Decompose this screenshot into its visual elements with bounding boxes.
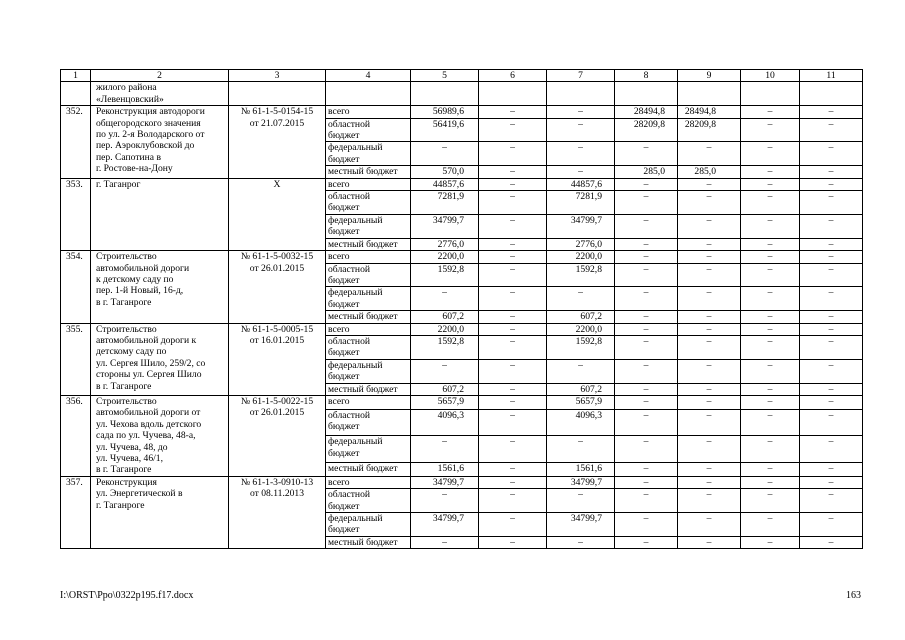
- value-cell: –: [678, 178, 741, 190]
- funding-source: федеральный бюджет: [326, 214, 411, 238]
- value-cell: –: [479, 287, 547, 311]
- value-cell: –: [800, 106, 863, 118]
- funding-source: областной бюджет: [326, 489, 411, 513]
- value-cell: –: [547, 142, 615, 166]
- value-cell: –: [479, 238, 547, 250]
- value-cell: –: [479, 359, 547, 383]
- empty-cell: [800, 82, 863, 106]
- value-cell: –: [479, 436, 547, 463]
- value-cell: 2200,0: [547, 251, 615, 263]
- funding-source: всего: [326, 476, 411, 488]
- value-cell: –: [741, 359, 800, 383]
- continuation-num: [61, 82, 91, 106]
- header-cell: 5: [411, 70, 479, 82]
- empty-cell: [741, 82, 800, 106]
- value-cell: –: [678, 263, 741, 287]
- funding-source: областной бюджет: [326, 118, 411, 142]
- funding-source: местный бюджет: [326, 536, 411, 548]
- value-cell: –: [741, 409, 800, 436]
- value-cell: –: [615, 287, 678, 311]
- header-cell: 2: [91, 70, 229, 82]
- value-cell: –: [741, 436, 800, 463]
- value-cell: 570,0: [411, 166, 479, 178]
- value-cell: 5657,9: [547, 395, 615, 409]
- value-cell: –: [678, 311, 741, 323]
- empty-cell: [547, 82, 615, 106]
- value-cell: –: [547, 359, 615, 383]
- value-cell: –: [678, 383, 741, 395]
- empty-cell: [678, 82, 741, 106]
- approval-document: № 61-1-5-0032-15 от 26.01.2015: [229, 251, 326, 323]
- value-cell: 4096,3: [411, 409, 479, 436]
- empty-cell: [229, 82, 326, 106]
- approval-document: X: [229, 178, 326, 250]
- value-cell: 607,2: [411, 311, 479, 323]
- value-cell: 2200,0: [547, 323, 615, 335]
- value-cell: –: [479, 409, 547, 436]
- value-cell: –: [741, 287, 800, 311]
- value-cell: –: [800, 118, 863, 142]
- footer-page-number: 163: [846, 590, 861, 601]
- header-row: [61, 70, 863, 82]
- value-cell: –: [678, 513, 741, 537]
- value-cell: –: [615, 142, 678, 166]
- value-cell: –: [741, 476, 800, 488]
- funding-source: местный бюджет: [326, 166, 411, 178]
- value-cell: –: [678, 409, 741, 436]
- funding-source: федеральный бюджет: [326, 359, 411, 383]
- funding-source: всего: [326, 178, 411, 190]
- value-cell: –: [479, 513, 547, 537]
- value-cell: –: [615, 323, 678, 335]
- empty-cell: [479, 82, 547, 106]
- row-number: 355.: [61, 323, 91, 395]
- value-cell: –: [678, 191, 741, 215]
- value-cell: 56989,6: [411, 106, 479, 118]
- value-cell: 607,2: [411, 383, 479, 395]
- value-cell: –: [479, 462, 547, 476]
- funding-source: областной бюджет: [326, 263, 411, 287]
- value-cell: –: [741, 142, 800, 166]
- value-cell: –: [678, 462, 741, 476]
- row-number: 352.: [61, 106, 91, 178]
- value-cell: –: [615, 178, 678, 190]
- value-cell: 285,0: [678, 166, 741, 178]
- value-cell: 28209,8: [678, 118, 741, 142]
- value-cell: 56419,6: [411, 118, 479, 142]
- budget-table: [60, 69, 863, 549]
- value-cell: –: [800, 489, 863, 513]
- funding-source: местный бюджет: [326, 383, 411, 395]
- empty-cell: [615, 82, 678, 106]
- value-cell: –: [800, 178, 863, 190]
- value-cell: –: [615, 238, 678, 250]
- value-cell: –: [615, 383, 678, 395]
- value-cell: –: [741, 263, 800, 287]
- value-cell: –: [678, 323, 741, 335]
- value-cell: –: [800, 536, 863, 548]
- funding-source: местный бюджет: [326, 238, 411, 250]
- value-cell: –: [411, 436, 479, 463]
- header-cell: 3: [229, 70, 326, 82]
- value-cell: –: [678, 395, 741, 409]
- value-cell: –: [741, 106, 800, 118]
- value-cell: –: [479, 118, 547, 142]
- value-cell: 1561,6: [411, 462, 479, 476]
- value-cell: –: [741, 395, 800, 409]
- value-cell: –: [615, 311, 678, 323]
- table-row: [61, 395, 863, 409]
- value-cell: 2776,0: [547, 238, 615, 250]
- value-cell: –: [800, 263, 863, 287]
- value-cell: –: [479, 476, 547, 488]
- object-name: г. Таганрог: [91, 178, 229, 250]
- value-cell: –: [741, 335, 800, 359]
- funding-source: областной бюджет: [326, 409, 411, 436]
- value-cell: –: [678, 287, 741, 311]
- value-cell: –: [479, 395, 547, 409]
- value-cell: –: [678, 335, 741, 359]
- value-cell: –: [800, 166, 863, 178]
- row-number: 356.: [61, 395, 91, 476]
- value-cell: –: [741, 513, 800, 537]
- value-cell: 1592,8: [547, 263, 615, 287]
- value-cell: –: [411, 142, 479, 166]
- value-cell: –: [615, 214, 678, 238]
- value-cell: –: [800, 513, 863, 537]
- value-cell: 34799,7: [547, 214, 615, 238]
- value-cell: –: [479, 106, 547, 118]
- value-cell: 607,2: [547, 311, 615, 323]
- value-cell: –: [411, 287, 479, 311]
- value-cell: 2200,0: [411, 323, 479, 335]
- value-cell: –: [678, 142, 741, 166]
- value-cell: 28494,8: [615, 106, 678, 118]
- header-cell: 8: [615, 70, 678, 82]
- value-cell: –: [741, 311, 800, 323]
- value-cell: 1592,8: [547, 335, 615, 359]
- value-cell: –: [615, 191, 678, 215]
- value-cell: 2200,0: [411, 251, 479, 263]
- value-cell: –: [678, 214, 741, 238]
- value-cell: 607,2: [547, 383, 615, 395]
- value-cell: –: [800, 359, 863, 383]
- value-cell: 44857,6: [547, 178, 615, 190]
- value-cell: –: [615, 476, 678, 488]
- value-cell: –: [479, 489, 547, 513]
- value-cell: –: [800, 311, 863, 323]
- value-cell: –: [800, 335, 863, 359]
- value-cell: –: [741, 383, 800, 395]
- value-cell: –: [615, 436, 678, 463]
- value-cell: –: [547, 118, 615, 142]
- value-cell: –: [479, 214, 547, 238]
- table-row: [61, 106, 863, 118]
- footer-file-path: I:\ORST\Ppo\0322p195.f17.docx: [60, 590, 194, 601]
- value-cell: 34799,7: [411, 214, 479, 238]
- value-cell: –: [800, 251, 863, 263]
- value-cell: 1592,8: [411, 263, 479, 287]
- funding-source: федеральный бюджет: [326, 513, 411, 537]
- value-cell: 285,0: [615, 166, 678, 178]
- value-cell: –: [800, 214, 863, 238]
- value-cell: –: [479, 166, 547, 178]
- value-cell: –: [615, 395, 678, 409]
- value-cell: –: [615, 335, 678, 359]
- object-name: Строительство автомобильной дороги к детскому саду по пер. 1-й Новый, 16-д, в г. Таганроге: [91, 251, 229, 323]
- value-cell: –: [615, 489, 678, 513]
- value-cell: –: [741, 118, 800, 142]
- value-cell: –: [547, 436, 615, 463]
- value-cell: –: [479, 311, 547, 323]
- value-cell: –: [800, 383, 863, 395]
- value-cell: –: [479, 263, 547, 287]
- value-cell: –: [741, 166, 800, 178]
- empty-cell: [326, 82, 411, 106]
- continuation-row: [61, 82, 863, 106]
- approval-document: № 61-1-5-0022-15 от 26.01.2015: [229, 395, 326, 476]
- value-cell: –: [547, 287, 615, 311]
- row-number: 353.: [61, 178, 91, 250]
- value-cell: –: [678, 251, 741, 263]
- value-cell: 1592,8: [411, 335, 479, 359]
- value-cell: –: [741, 251, 800, 263]
- value-cell: 7281,9: [547, 191, 615, 215]
- header-cell: 11: [800, 70, 863, 82]
- value-cell: 34799,7: [411, 476, 479, 488]
- object-name: Реконструкция автодороги общегородского значения по ул. 2-я Володарского от пер. Аэроклубовской до пер. Сапотина в г. Ростове-на-Дону: [91, 106, 229, 178]
- value-cell: –: [741, 489, 800, 513]
- table-row: [61, 323, 863, 335]
- value-cell: –: [479, 251, 547, 263]
- value-cell: –: [547, 106, 615, 118]
- value-cell: –: [479, 178, 547, 190]
- value-cell: –: [800, 287, 863, 311]
- value-cell: 7281,9: [411, 191, 479, 215]
- header-cell: 10: [741, 70, 800, 82]
- value-cell: –: [615, 462, 678, 476]
- value-cell: –: [678, 436, 741, 463]
- value-cell: –: [800, 395, 863, 409]
- funding-source: всего: [326, 323, 411, 335]
- value-cell: –: [800, 436, 863, 463]
- value-cell: –: [800, 476, 863, 488]
- funding-source: федеральный бюджет: [326, 436, 411, 463]
- table-row: [61, 476, 863, 488]
- value-cell: 34799,7: [411, 513, 479, 537]
- header-cell: 1: [61, 70, 91, 82]
- value-cell: –: [800, 142, 863, 166]
- approval-document: № 61-1-3-0910-13 от 08.11.2013: [229, 476, 326, 548]
- header-cell: 9: [678, 70, 741, 82]
- value-cell: –: [479, 142, 547, 166]
- header-cell: 6: [479, 70, 547, 82]
- value-cell: 28209,8: [615, 118, 678, 142]
- table-body: [61, 70, 863, 549]
- value-cell: 44857,6: [411, 178, 479, 190]
- value-cell: –: [479, 335, 547, 359]
- funding-source: всего: [326, 106, 411, 118]
- value-cell: 2776,0: [411, 238, 479, 250]
- value-cell: –: [411, 489, 479, 513]
- value-cell: –: [615, 513, 678, 537]
- value-cell: –: [479, 191, 547, 215]
- value-cell: –: [479, 383, 547, 395]
- value-cell: 28494,8: [678, 106, 741, 118]
- value-cell: –: [741, 462, 800, 476]
- value-cell: –: [615, 536, 678, 548]
- value-cell: –: [678, 476, 741, 488]
- row-number: 354.: [61, 251, 91, 323]
- object-name: Реконструкция ул. Энергетической в г. Таганроге: [91, 476, 229, 548]
- funding-source: областной бюджет: [326, 191, 411, 215]
- header-cell: 4: [326, 70, 411, 82]
- value-cell: –: [741, 238, 800, 250]
- value-cell: –: [547, 489, 615, 513]
- value-cell: –: [547, 166, 615, 178]
- value-cell: –: [479, 323, 547, 335]
- table-row: [61, 178, 863, 190]
- value-cell: –: [741, 323, 800, 335]
- funding-source: федеральный бюджет: [326, 142, 411, 166]
- value-cell: –: [800, 409, 863, 436]
- funding-source: местный бюджет: [326, 462, 411, 476]
- value-cell: –: [479, 536, 547, 548]
- value-cell: –: [800, 323, 863, 335]
- value-cell: –: [741, 536, 800, 548]
- value-cell: –: [678, 238, 741, 250]
- value-cell: –: [678, 489, 741, 513]
- funding-source: всего: [326, 251, 411, 263]
- approval-document: № 61-1-5-0154-15 от 21.07.2015: [229, 106, 326, 178]
- value-cell: –: [800, 462, 863, 476]
- approval-document: № 61-1-5-0005-15 от 16.01.2015: [229, 323, 326, 395]
- empty-cell: [411, 82, 479, 106]
- continuation-name: жилого района «Левенцовский»: [91, 82, 229, 106]
- value-cell: 34799,7: [547, 476, 615, 488]
- header-cell: 7: [547, 70, 615, 82]
- value-cell: –: [615, 251, 678, 263]
- table-row: [61, 251, 863, 263]
- value-cell: 5657,9: [411, 395, 479, 409]
- value-cell: –: [741, 191, 800, 215]
- row-number: 357.: [61, 476, 91, 548]
- value-cell: –: [800, 238, 863, 250]
- value-cell: –: [678, 359, 741, 383]
- value-cell: 1561,6: [547, 462, 615, 476]
- value-cell: –: [741, 178, 800, 190]
- value-cell: –: [615, 263, 678, 287]
- value-cell: –: [615, 409, 678, 436]
- value-cell: –: [678, 536, 741, 548]
- value-cell: –: [411, 536, 479, 548]
- value-cell: –: [547, 536, 615, 548]
- funding-source: местный бюджет: [326, 311, 411, 323]
- value-cell: –: [741, 214, 800, 238]
- object-name: Строительство автомобильной дороги от ул. Чехова вдоль детского сада по ул. Чучева, 48-а, ул. Чучева, 48, до ул. Чучева, 46/1, в г. Таганроге: [91, 395, 229, 476]
- value-cell: 34799,7: [547, 513, 615, 537]
- value-cell: 4096,3: [547, 409, 615, 436]
- value-cell: –: [411, 359, 479, 383]
- value-cell: –: [615, 359, 678, 383]
- funding-source: областной бюджет: [326, 335, 411, 359]
- funding-source: всего: [326, 395, 411, 409]
- value-cell: –: [800, 191, 863, 215]
- object-name: Строительство автомобильной дороги к детскому саду по ул. Сергея Шило, 259/2, со стороны ул. Сергея Шило в г. Таганроге: [91, 323, 229, 395]
- funding-source: федеральный бюджет: [326, 287, 411, 311]
